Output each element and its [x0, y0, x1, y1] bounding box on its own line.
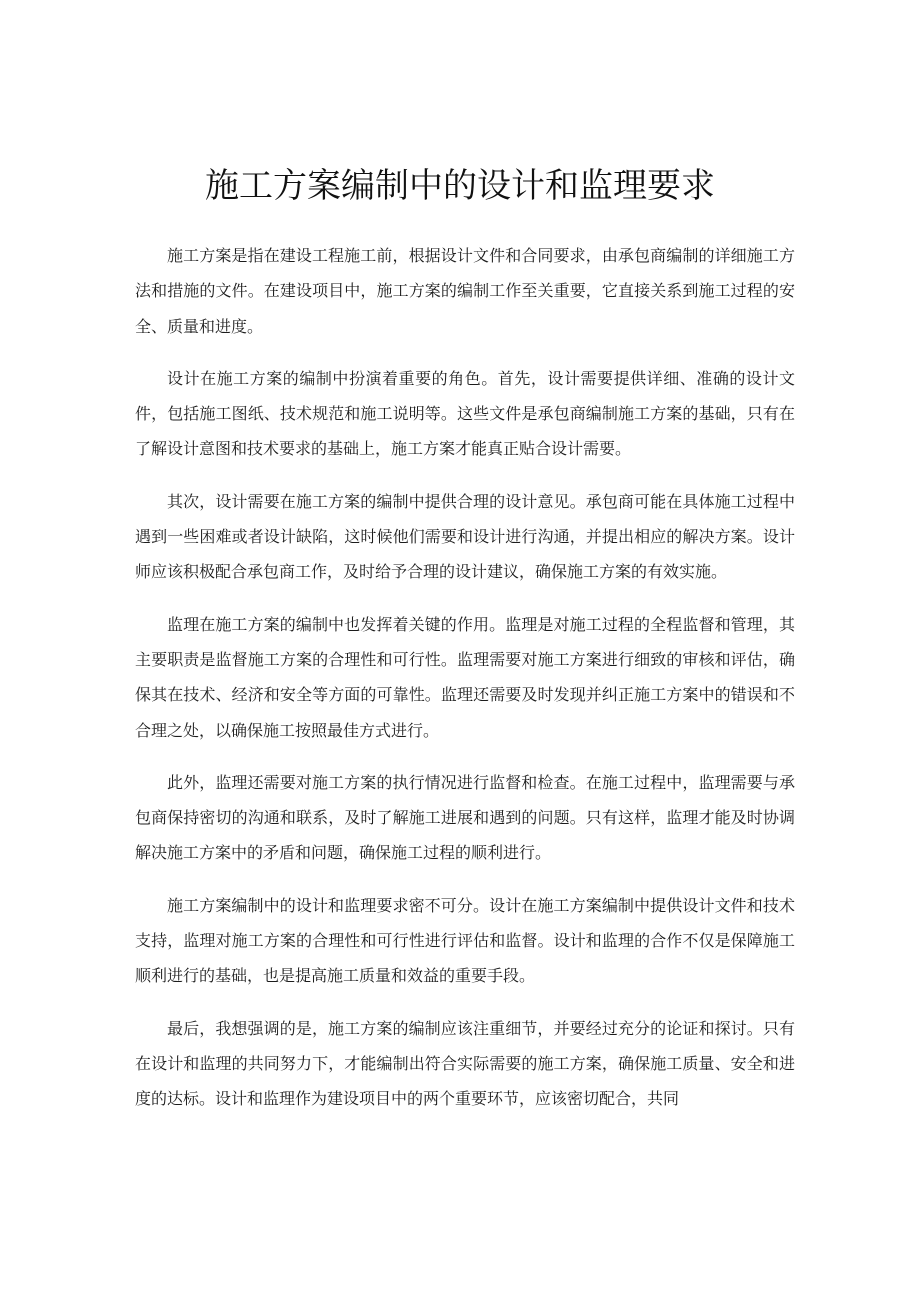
- paragraph-5: 此外，监理还需要对施工方案的执行情况进行监督和检查。在施工过程中，监理需要与承包商保持密切的沟通和联系，及时了解施工进展和遇到的问题。只有这样，监理才能及时协调解决施工方案中的矛盾和问题，确保施工过程的顺利进行。: [135, 772, 795, 863]
- paragraph-7: 最后，我想强调的是，施工方案的编制应该注重细节，并要经过充分的论证和探讨。只有在设计和监理的共同努力下，才能编制出符合实际需要的施工方案，确保施工质量、安全和进度的达标。设计和监理作为建设项目中的两个重要环节，应该密切配合，共同: [135, 1018, 795, 1109]
- paragraph-4: 监理在施工方案的编制中也发挥着关键的作用。监理是对施工过程的全程监督和管理，其主要职责是监督施工方案的合理性和可行性。监理需要对施工方案进行细致的审核和评估，确保其在技术、经济和安全等方面的可靠性。监理还需要及时发现并纠正施工方案中的错误和不合理之处，以确保施工按照最佳方式进行。: [135, 614, 795, 740]
- document-body: [135, 238, 795, 1134]
- paragraph-6: 施工方案编制中的设计和监理要求密不可分。设计在施工方案编制中提供设计文件和技术支持，监理对施工方案的合理性和可行性进行评估和监督。设计和监理的合作不仅是保障施工顺利进行的基础，也是提高施工质量和效益的重要手段。: [135, 895, 795, 986]
- paragraph-3: 其次，设计需要在施工方案的编制中提供合理的设计意见。承包商可能在具体施工过程中遇到一些困难或者设计缺陷，这时候他们需要和设计进行沟通，并提出相应的解决方案。设计师应该积极配合承包商工作，及时给予合理的设计建议，确保施工方案的有效实施。: [135, 491, 795, 582]
- paragraph-1: 施工方案是指在建设工程施工前，根据设计文件和合同要求，由承包商编制的详细施工方法和措施的文件。在建设项目中，施工方案的编制工作至关重要，它直接关系到施工过程的安全、质量和进度。: [135, 246, 795, 336]
- document-title: 施工方案编制中的设计和监理要求: [205, 166, 715, 206]
- paragraph-2: 设计在施工方案的编制中扮演着重要的角色。首先，设计需要提供详细、准确的设计文件，包括施工图纸、技术规范和施工说明等。这些文件是承包商编制施工方案的基础，只有在了解设计意图和技术要求的基础上，施工方案才能真正贴合设计需要。: [135, 368, 795, 459]
